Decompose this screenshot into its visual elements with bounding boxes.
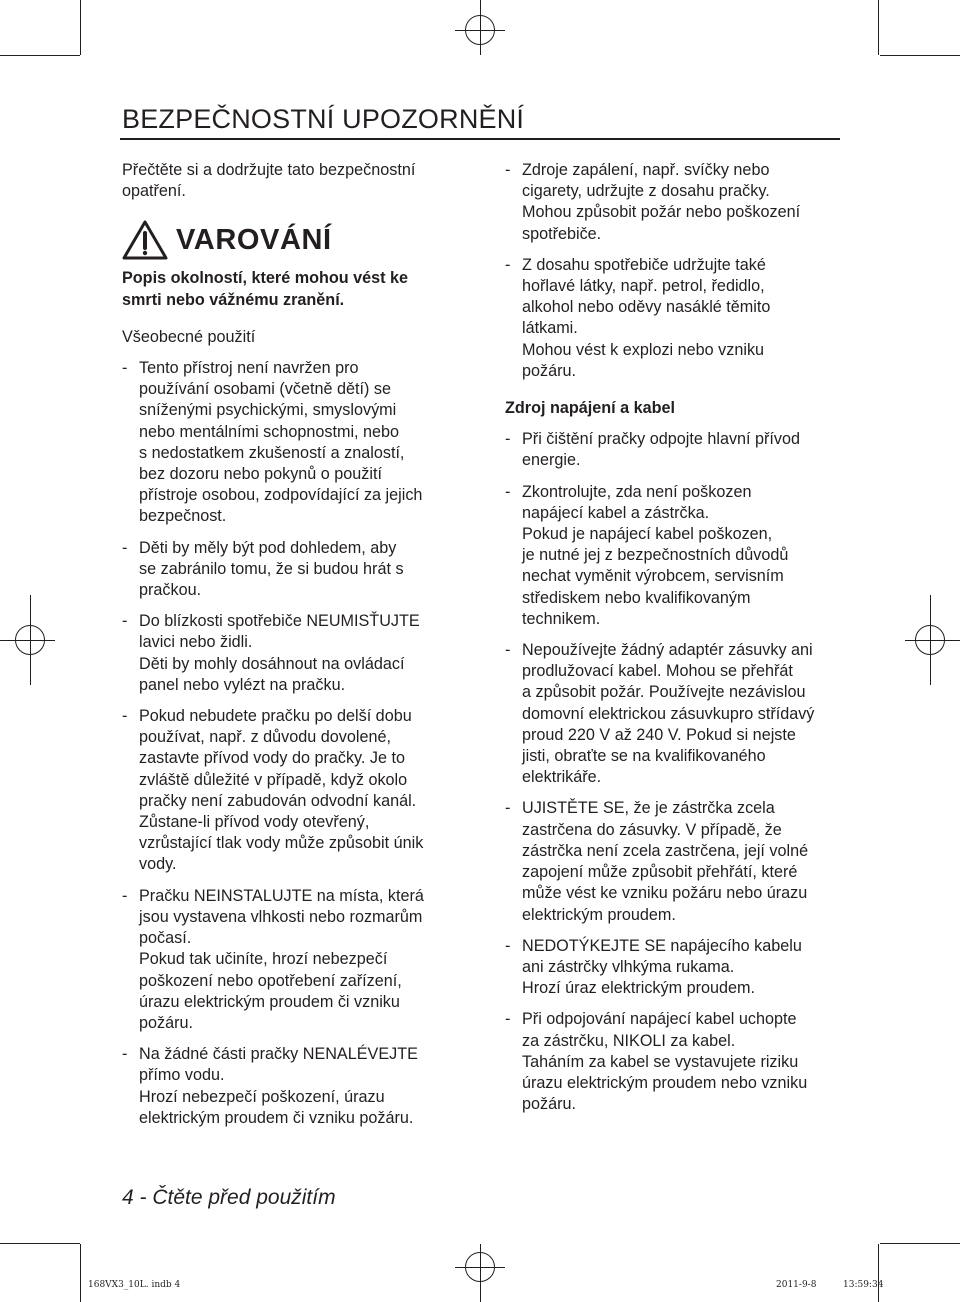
title-rule — [120, 138, 840, 140]
list-item: - Na žádné části pračky NENALÉVEJTE přímo vodu. Hrozí nebezpečí poškození, úrazu elektrickým proudem či vzniku požáru. — [122, 1045, 418, 1127]
warning-header — [122, 218, 462, 262]
warning-description: Popis okolností, které mohou vést ke smrti nebo vážnému zranění. — [122, 269, 409, 309]
list-item: - Při odpojování napájecí kabel uchopte za zástrčku, NIKOLI za kabel. Taháním za kabel se vystavujete riziku úrazu elektrickým proudem nebo vzniku požáru. — [505, 1010, 808, 1114]
list-item: - Tento přístroj není navržen pro používání osobami (včetně dětí) se sníženými psychickými, smyslovými nebo mentálními schopnostmi, nebo s nedostatkem zkušeností a znalostí, bez dozoru nebo pokynů o použití přístroje osobou, zodpovídající za jejich bezpečnost. — [122, 359, 423, 526]
list-item: - UJISTĚTE SE, že je zástrčka zcela zastrčena do zásuvky. V případě, že zástrčka není zcela zastrčena, její volné zapojení může způsobit přehřátí, které může vést ke vzniku požáru nebo úrazu elektrickým proudem. — [505, 799, 809, 924]
section-heading-power: Zdroj napájení a kabel — [505, 399, 676, 418]
list-item: - Do blízkosti spotřebiče NEUMISŤUJTE lavici nebo židli. Děti by mohly dosáhnout na ovládací panel nebo vylézt na pračku. — [122, 612, 420, 694]
list-item: - Z dosahu spotřebiče udržujte také hořlavé látky, např. petrol, ředidlo, alkohol nebo oděvy nasáklé těmito látkami. Mohou vést k explozi nebo vzniku požáru. — [505, 255, 771, 380]
slug-file: 168VX3_10L. indb 4 — [88, 1280, 181, 1290]
warning-triangle-icon — [122, 220, 168, 260]
list-item: - Pračku NEINSTALUJTE na místa, která jsou vystavena vlhkosti nebo rozmarům počasí. Pokud tak učiníte, hrozí nebezpečí poškození nebo opotřebení zařízení, úrazu elektrickým proudem či vzniku požáru. — [122, 886, 424, 1032]
section-heading-general: Všeobecné použití — [122, 327, 256, 346]
page-footer: 4 - Čtěte před použitím — [122, 1186, 336, 1209]
list-item: - Zdroje zapálení, např. svíčky nebo cigarety, udržujte z dosahu pračky. Mohou způsobit požár nebo poškození spotřebiče. — [505, 161, 801, 243]
list-item: - NEDOTÝKEJTE SE napájecího kabelu ani zástrčky vlhkýma rukama. Hrozí úraz elektrickým proudem. — [505, 936, 802, 998]
page-title: BEZPEČNOSTNÍ UPOZORNĚNÍ — [122, 104, 525, 134]
list-item: - Děti by měly být pod dohledem, aby se zabránilo tomu, že si budou hrát s pračkou. — [122, 538, 404, 600]
list-item: - Zkontrolujte, zda není poškozen napájecí kabel a zástrčka. Pokud je napájecí kabel poškozen, je nutné jej z bezpečnostních důvodů nechat vyměnit výrobcem, servisním střediskem nebo kvalifikovaným technikem. — [505, 482, 789, 628]
slug-time: 13:59:34 — [843, 1280, 884, 1290]
left-column — [122, 160, 462, 1129]
list-item: - Pokud nebudete pračku po delší dobu používat, např. z důvodu dovolené, zastavte přívod vody do pračky. Je to zvláště důležité v případě, když okolo pračky není zabudován odvodní kanál. Zůstane-li přívod vody otevřený, vzrůstající tlak vody může způsobit únik vody. — [122, 707, 424, 874]
right-column — [505, 160, 850, 1115]
warning-title: VAROVÁNÍ — [176, 223, 332, 256]
list-item: - Nepoužívejte žádný adaptér zásuvky ani prodlužovací kabel. Mohou se přehřát a způsobit požár. Používejte nezávislou domovní elektrickou zásuvkupro střídavý proud 220 V až 240 V. Pokud si nejste jisti, obraťte se na kvalifikovaného elektrikáře. — [505, 641, 815, 787]
intro-text: Přečtěte si a dodržujte tato bezpečnostní opatření. — [122, 161, 416, 201]
slug-date: 2011-9-8 — [776, 1280, 817, 1290]
list-item: - Při čištění pračky odpojte hlavní přívod energie. — [505, 430, 801, 470]
